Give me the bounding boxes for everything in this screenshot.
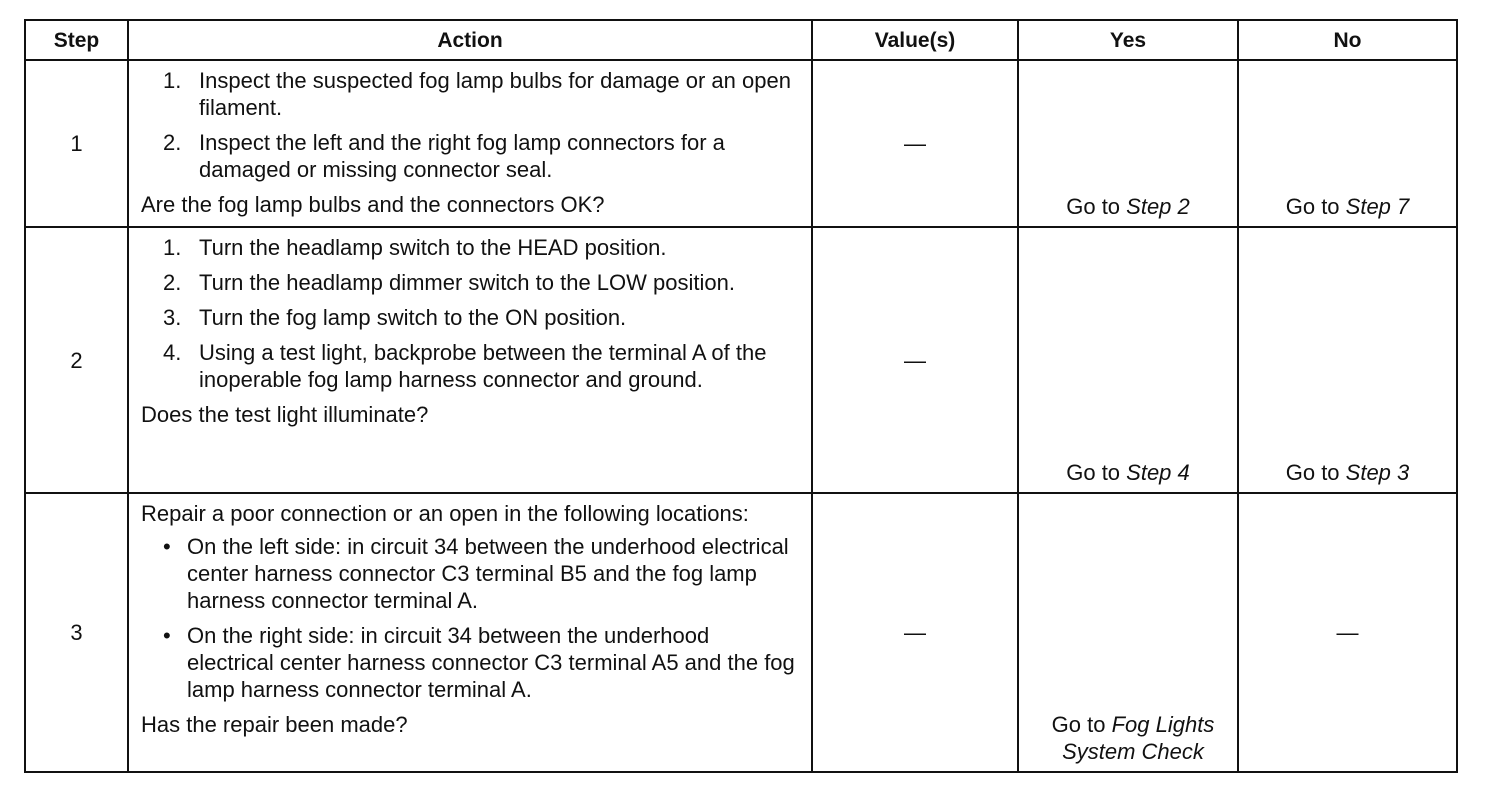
action-item: [163, 269, 801, 296]
yes-step-link[interactable]: Step 4: [1126, 460, 1190, 485]
item-number: 1.: [163, 68, 182, 93]
diagnostic-table: [24, 19, 1458, 773]
no-cell: —: [1238, 493, 1457, 772]
table-row: [25, 60, 1457, 227]
action-bullet: [163, 533, 801, 614]
bullet-mark: •: [163, 623, 171, 648]
item-number: 2.: [163, 270, 182, 295]
item-text: Turn the headlamp dimmer switch to the LOW position.: [199, 270, 735, 295]
table-row: [25, 227, 1457, 493]
bullet-mark: •: [163, 534, 171, 559]
action-item: [163, 234, 801, 261]
no-step-link[interactable]: Step 3: [1345, 460, 1410, 485]
action-item: [163, 304, 801, 331]
header-action: Action: [128, 20, 812, 60]
no-step-link[interactable]: Step 7: [1345, 194, 1410, 219]
item-number: 3.: [163, 305, 182, 330]
item-text: Inspect the suspected fog lamp bulbs for damage or an open filament.: [199, 68, 791, 120]
step-number: 1: [25, 60, 128, 227]
header-values: Value(s): [812, 20, 1018, 60]
action-item: [163, 67, 801, 121]
yes-prefix: Go to: [1066, 460, 1127, 485]
step-number: 3: [25, 493, 128, 772]
item-text: Using a test light, backprobe between the terminal A of the inoperable fog lamp harness connector and ground.: [199, 340, 767, 392]
action-question: Are the fog lamp bulbs and the connectors OK?: [141, 192, 605, 217]
action-bullet: [163, 622, 801, 703]
bullet-text: On the right side: in circuit 34 between the underhood electrical center harness connector C3 terminal A5 and the fog lamp harness connector terminal A.: [187, 623, 795, 702]
action-intro: Repair a poor connection or an open in the following locations:: [141, 501, 749, 526]
action-question: Does the test light illuminate?: [141, 402, 429, 427]
step-number: 2: [25, 227, 128, 493]
yes-step-link[interactable]: Step 2: [1126, 194, 1190, 219]
action-item: [163, 339, 801, 393]
item-text: Inspect the left and the right fog lamp connectors for a damaged or missing connector seal.: [199, 130, 725, 182]
value-cell: —: [812, 227, 1018, 493]
item-number: 2.: [163, 130, 182, 155]
header-step: Step: [25, 20, 128, 60]
item-number: 4.: [163, 340, 182, 365]
action-item: [163, 129, 801, 183]
bullet-text: On the left side: in circuit 34 between the underhood electrical center harness connector C3 terminal B5 and the fog lamp harness connector terminal A.: [187, 534, 789, 613]
yes-cell: [1018, 493, 1238, 772]
table-row: [25, 493, 1457, 772]
no-cell: [1238, 60, 1457, 227]
item-number: 1.: [163, 235, 182, 260]
item-text: Turn the fog lamp switch to the ON position.: [199, 305, 627, 330]
yes-prefix: Go to: [1051, 712, 1112, 737]
action-cell: [128, 60, 812, 227]
no-cell: [1238, 227, 1457, 493]
header-yes: Yes: [1018, 20, 1238, 60]
no-prefix: Go to: [1285, 460, 1346, 485]
yes-cell: [1018, 60, 1238, 227]
yes-cell: [1018, 227, 1238, 493]
value-cell: —: [812, 60, 1018, 227]
header-row: [25, 20, 1457, 60]
action-question: Has the repair been made?: [141, 712, 408, 737]
action-cell: [128, 493, 812, 772]
action-cell: [128, 227, 812, 493]
header-no: No: [1238, 20, 1457, 60]
yes-step-link[interactable]: Fog Lights System Check: [1062, 712, 1215, 764]
yes-prefix: Go to: [1066, 194, 1127, 219]
no-prefix: Go to: [1285, 194, 1346, 219]
item-text: Turn the headlamp switch to the HEAD position.: [199, 235, 667, 260]
value-cell: —: [812, 493, 1018, 772]
